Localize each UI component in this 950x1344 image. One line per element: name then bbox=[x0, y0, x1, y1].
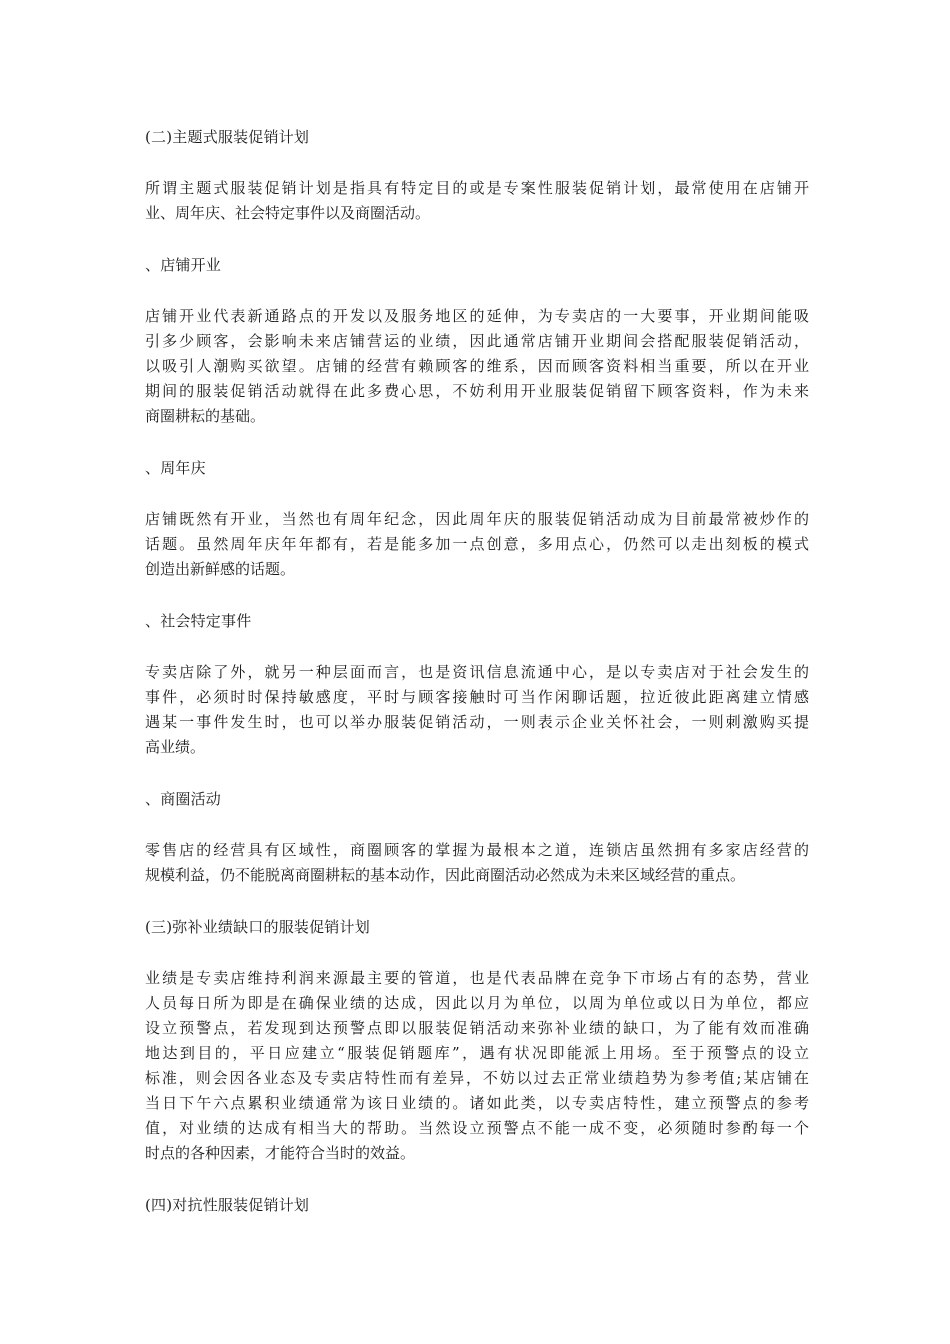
paragraph-line: 话题。虽然周年庆年年都有，若是能多加一点创意，多用点心，仍然可以走出刻板的模式 bbox=[145, 535, 809, 553]
paragraph-line: 值，对业绩的达成有相当大的帮助。当然设立预警点不能一成不变，必须随时参酌每一个 bbox=[145, 1119, 809, 1137]
paragraph-line: 业绩是专卖店维持利润来源最主要的管道，也是代表品牌在竞争下市场占有的态势，营业 bbox=[145, 969, 809, 987]
paragraph-social-events bbox=[145, 660, 809, 760]
subheading-trade-area: 、商圈活动 bbox=[145, 790, 222, 808]
paragraph-trade-area bbox=[145, 838, 809, 888]
paragraph-line: 零售店的经营具有区域性，商圈顾客的掌握为最根本之道，连锁店虽然拥有多家店经营的 bbox=[145, 841, 809, 859]
paragraph-line: 遇某一事件发生时，也可以举办服装促销活动，一则表示企业关怀社会，一则刺激购买提 bbox=[145, 713, 809, 731]
paragraph-anniversary bbox=[145, 507, 809, 582]
paragraph-line: 店铺既然有开业，当然也有周年纪念，因此周年庆的服装促销活动成为目前最常被炒作的 bbox=[145, 510, 809, 528]
paragraph-line: 商圈耕耘的基础。 bbox=[145, 407, 266, 425]
paragraph-line: 标准，则会因各业态及专卖店特性而有差异，不妨以过去正常业绩趋势为参考值;某店铺在 bbox=[145, 1069, 809, 1087]
paragraph-line: 设立预警点，若发现到达预警点即以服装促销活动来弥补业绩的缺口，为了能有效而准确 bbox=[145, 1019, 809, 1037]
section-heading-3: (三)弥补业绩缺口的服装促销计划 bbox=[145, 918, 370, 936]
section-heading-2: (二)主题式服装促销计划 bbox=[145, 128, 310, 146]
subheading-social-events: 、社会特定事件 bbox=[145, 612, 252, 630]
paragraph-line: 事件，必须时时保持敏感度，平时与顾客接触时可当作闲聊话题，拉近彼此距离建立情感 bbox=[145, 688, 809, 706]
paragraph-line: 引多少顾客，会影响未来店铺营运的业绩，因此通常店铺开业期间会搭配服装促销活动， bbox=[145, 332, 809, 350]
subheading-anniversary: 、周年庆 bbox=[145, 459, 206, 477]
paragraph-line: 业、周年庆、社会特定事件以及商圈活动。 bbox=[145, 204, 431, 222]
paragraph-line: 期间的服装促销活动就得在此多费心思，不妨利用开业服装促销留下顾客资料，作为未来 bbox=[145, 382, 809, 400]
paragraph-line: 创造出新鲜感的话题。 bbox=[145, 560, 296, 578]
paragraph-intro bbox=[145, 176, 809, 226]
document-body bbox=[145, 125, 809, 1244]
paragraph-line: 所谓主题式服装促销计划是指具有特定目的或是专案性服装促销计划，最常使用在店铺开 bbox=[145, 179, 809, 197]
paragraph-line: 时点的各种因素，才能符合当时的效益。 bbox=[145, 1144, 416, 1162]
section-heading-4: (四)对抗性服装促销计划 bbox=[145, 1196, 310, 1214]
paragraph-line: 当日下午六点累积业绩通常为该日业绩的。诸如此类，以专卖店特性，建立预警点的参考 bbox=[145, 1094, 809, 1112]
paragraph-line: 专卖店除了外，就另一种层面而言，也是资讯信息流通中心，是以专卖店对于社会发生的 bbox=[145, 663, 809, 681]
paragraph-store-opening bbox=[145, 304, 809, 429]
paragraph-line: 地达到目的，平日应建立“服装促销题库”，遇有状况即能派上用场。至于预警点的设立 bbox=[145, 1044, 809, 1062]
paragraph-line: 店铺开业代表新通路点的开发以及服务地区的延伸，为专卖店的一大要事，开业期间能吸 bbox=[145, 307, 809, 325]
paragraph-line: 高业绩。 bbox=[145, 738, 206, 756]
paragraph-line: 人员每日所为即是在确保业绩的达成，因此以月为单位，以周为单位或以日为单位，都应 bbox=[145, 994, 809, 1012]
paragraph-performance-gap bbox=[145, 966, 809, 1166]
paragraph-line: 规模利益，仍不能脱离商圈耕耘的基本动作，因此商圈活动必然成为未来区域经营的重点。 bbox=[145, 866, 746, 884]
subheading-store-opening: 、店铺开业 bbox=[145, 256, 222, 274]
paragraph-line: 以吸引人潮购买欲望。店铺的经营有赖顾客的维系，因而顾客资料相当重要，所以在开业 bbox=[145, 357, 809, 375]
